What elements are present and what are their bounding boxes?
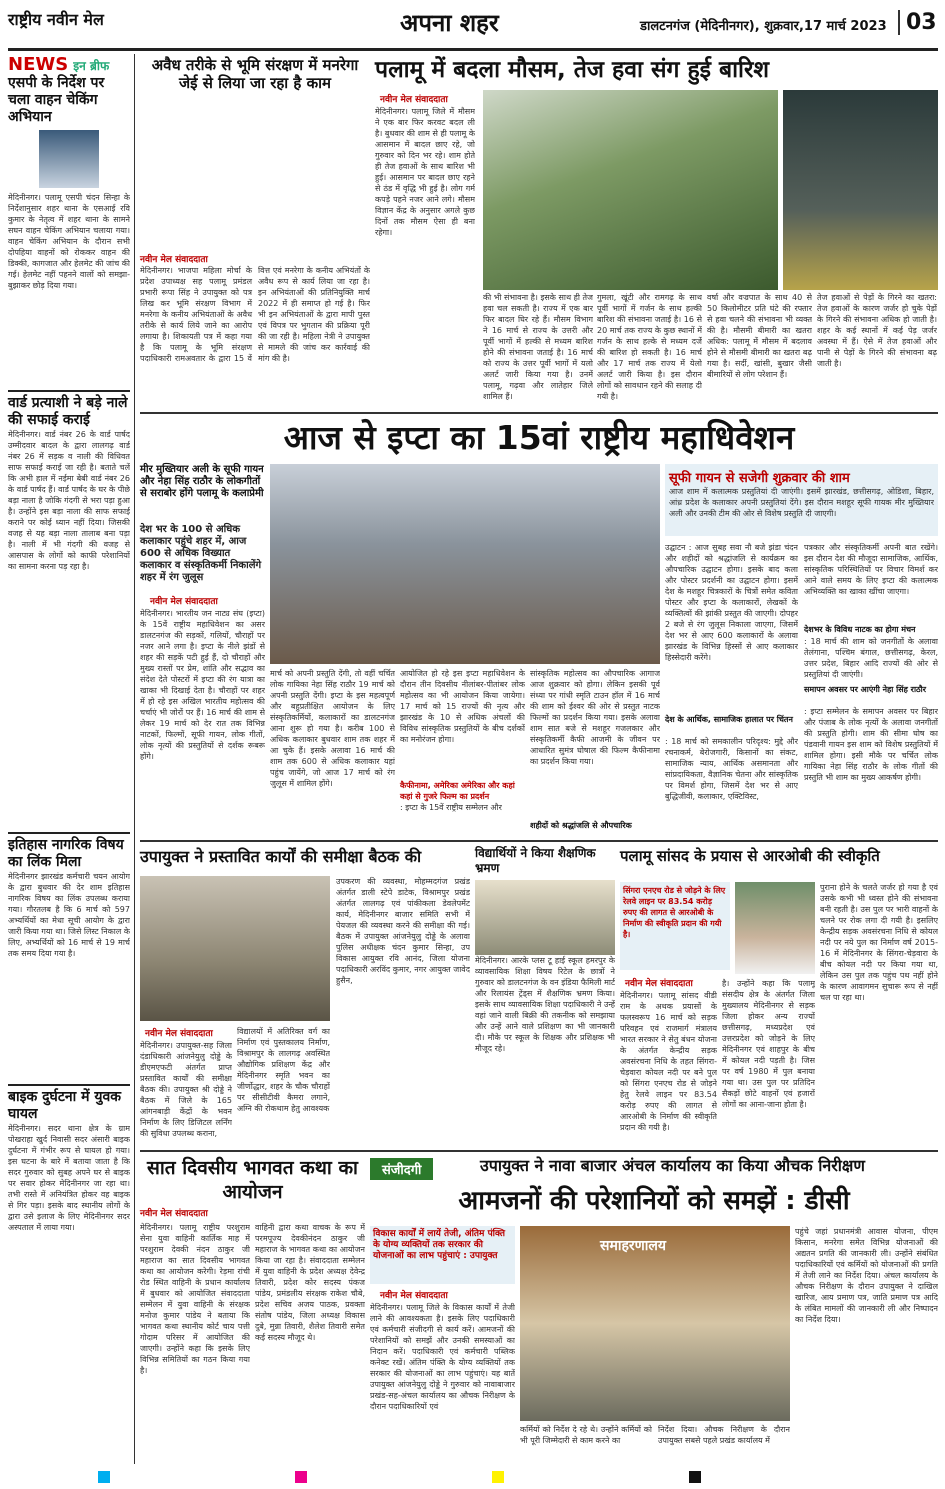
masthead-title: राष्ट्रीय नवीन मेल [8, 10, 104, 29]
wall-sign: समाहरणालय [600, 1238, 666, 1254]
section-rule [140, 412, 938, 414]
story-body: मेदिनीनगर। पलामू राष्ट्रीय परशुराम सेना युवा वाहिनी कार्तिक माह में परशुराम देवकी नंदन ठाकुर जी महाराज का सात दिवसीय भागवत कथा का आयोजन करेगी। रेड़मा रांची रोड स्थित वाहिनी के प्रधान कार्यालय में बुधवार को आयोजित संवाददाता सम्मेलन में युवा वाहिनी के संरक्षक मनोज कुमार पांडेय ने बताया कि भागवत कथा स्थानीय कोर्ट चाय पत्ती गोदाम परिसर में आयोजित की जाएगी। उन्होंने कहा कि इसके लिए विभिन्न समितियों का गठन किया गया है। [140, 1223, 250, 1375]
divider [8, 832, 130, 834]
story-subhead: देश के आर्थिक, सामाजिक हालात पर चिंतन [665, 715, 793, 724]
story-byline: नवीन मेल संवाददाता [150, 597, 218, 607]
section-title: अपना शहर [400, 9, 499, 37]
news-label: NEWS [8, 54, 69, 75]
story-body: की भी संभावना है। इसके साथ ही तेज हवा चल सकती है। राज्य में एक बार फिर बादल घिर रहे हैं। मौसम विभाग ने 16 मार्च से राज्य के उत्तरी और पूर्वी भागों में हल्की से मध्यम बारिश होने की संभावना जताई है। 16 मार्च को राज्य के उत्तर पूर्वी भागों में यलो अलर्ट जारी किया गया है। उनमें पलामू, गढ़वा और लातेहार जिले शामिल हैं। [483, 293, 593, 401]
dc-meeting-story [140, 846, 470, 1146]
story-body: : 18 मार्च की शाम को जनगीतों के अलावा तेलंगाना, पश्चिम बंगाल, छत्तीसगढ़, केरल, उत्तर प्रदेश, बिहार आदि राज्यों की ओर से प्रस्तुतियां दी जाएंगी। [804, 637, 938, 679]
divider [8, 390, 130, 392]
story-tag: संजीदगी [370, 1158, 433, 1180]
ipta-story [140, 416, 938, 836]
dc-visit-story [370, 1156, 938, 1461]
header-rule [8, 48, 938, 51]
story-headline: पलामू में बदला मौसम, तेज हवा संग हुई बारिश [375, 57, 770, 83]
brief-headline: बाइक दुर्घटना में युवक घायल [8, 1089, 122, 1122]
story-body: पुराना होने के चलते जर्जर हो गया है एवं उसके कभी भी ध्वस्त होने की संभावना बनी रहती है। उस पुल पर भारी वाहनों के चलने पर रोक लगा दी गयी है। इसलिए केन्द्रीय सड़क अवसंरचना निधि से कोयल नदी पर नये पुल का निर्माण वर्ष 2015-16 में मेदिनीनगर के सिंगरा-चेड़वारा के बीच कोयल नदी पर किया गया था, लेकिन उस पुल तक पहुंच पथ नहीं होने के कारण आवागमन सुचारू रूप से नहीं चल पा रहा था। [820, 883, 938, 1002]
story-subhead: समापन अवसर पर आएंगी नेहा सिंह राठौर [804, 685, 927, 694]
rob-story [620, 846, 938, 1146]
story-body: वाहिनी द्वारा कथा वाचक के रूप में परमपूज्य देवकीनंदन ठाकुर जी महाराज के भागवत कथा का आयोजन किया जा रहा है। संवाददाता सम्मेलन में युवा वाहिनी के प्रदेश अध्यक्ष देवेन्द्र तिवारी, प्रदेश कोर सदस्य पंकज पांडेय, प्रमंडलीय संरक्षक राकेश चौबे, प्रदेश सचिव अजय पाठक, प्रवक्ता संतोष पांडेय, जिला अध्यक्ष विकास दुबे, मुन्ना तिवारी, शैलेश तिवारी समेत कई सदस्य मौजूद थे। [255, 1223, 365, 1342]
story-byline: नवीन मेल संवाददाता [380, 95, 448, 105]
story-headline: उपायुक्त ने प्रस्तावित कार्यों की समीक्षा बैठक की [140, 847, 422, 866]
story-headline: अवैध तरीके से भूमि संरक्षण में मनरेगा जेई से लिया जा रहा है काम [151, 56, 359, 92]
story-body: है। उन्होंने कहा कि पलामू संसदीय क्षेत्र के अंतर्गत जिला मुख्यालय मेदिनीनगर से सड़क जिला होकर अन्य राज्यों छत्तीसगढ़, मध्यप्रदेश एवं उत्तरप्रदेश को जोड़ने के लिए मेदिनीनगर एवं शाहपुर के बीच में कोयल नदी पड़ती है। जिस पर वर्ष 1980 में पुल बनाया गया था। उस पुल पर प्रतिदिन सैकड़ों छोटे वाहनों एवं हजारों लोगों का आना-जाना होता है। [722, 979, 815, 1109]
story-body: विद्यालयों में अतिरिक्त वर्ग का निर्माण एवं पुस्तकालय निर्माण, विश्रामपुर के लालगढ़ अवस्थित औद्योगिक प्रशिक्षण केंद्र और मेदिनीनगर स्मृति भवन का जीर्णोद्धार, शहर के चौक चौराहों पर सीसीटीवी कैमरा लगाने, अग्नि की रोकथाम हेतु आवश्यक [237, 1027, 330, 1113]
rain-photo [483, 90, 778, 290]
cyan-swatch [98, 1471, 110, 1483]
section-rule [140, 840, 938, 842]
story-headline: पलामू सांसद के प्रयास से आरओबी की स्वीकृति [620, 847, 880, 865]
story-quote: आमजनों की परेशानियों को समझें : डीसी [458, 1186, 850, 1216]
brief-headline: एसपी के निर्देश पर चला वाहन चेकिंग अभियान [8, 75, 105, 125]
yellow-swatch [492, 1471, 504, 1483]
sufi-box [665, 464, 938, 536]
story-body: मेदिनीनगर। भारतीय जन नाट्य संघ (इप्टा) के 15वें राष्ट्रीय महाधिवेशन का असर डालटनगंज की सड़कों, गलियों, चौराहों पर नजर आने लगा है। इप्टा के नीले झंडों से शहर की सड़कें पटी हुई हैं, दो चौराहों और मुख्य रास्तों पर प्रेम, शांति और सद्भाव का संदेश देते पोस्टरों में इप्टा की रंग यात्रा का खाका भी दिखाई देता है। चौराहों पर शहर में हो रहे इस अखिल भारतीय महोत्सव की चर्चाएं भी जोरों पर हैं। 16 मार्च की शाम से लेकर 19 मार्च को देर रात तक विभिन्न नाटकों, फिल्मों, सूफी गायन, लोक गीतों, लोक नृत्यों की प्रस्तुतियों से दर्शक रूबरू होंगे। [140, 609, 265, 761]
section-rule [140, 1150, 938, 1152]
brief-label: इन ब्रीफ [73, 59, 110, 73]
story-body: मेदिनीनगर। उपायुक्त-सह जिला दंडाधिकारी आंजनेयुलु दोड्डे के डीएमएफटी अंतर्गत प्राप्त प्रस्तावित कार्यों की समीक्षा बैठक की। उपायुक्त श्री दोड्डे ने बैठक में जिले के 165 आंगनबाड़ी केंद्रों के भवन निर्माण के लिए डिजिटल लर्निंग की सुविधा उपलब्ध कराना, [140, 1041, 232, 1138]
brief-body: मेदिनीनगर। पलामू एसपी चंदन सिन्हा के निर्देशानुसार शहर थाना के एसआई रवि कुमार के नेतृत्व में शहर थाना के सामने सघन वाहन चेकिंग अभियान चलाया गया। वाहन चेकिंग अभियान के दौरान सभी दोपहिया वाहनों को रोककर वाहन की डिक्की, कागजात और हेलमेट की जांच की गई। हेलमेट नहीं पहनने वालों को समझा-बुझाकर छोड़ दिया गया। [8, 193, 130, 290]
story-body: निर्देश दिया। औचक निरीक्षण के दौरान उपायुक्त सबसे पहले प्रखंड कार्यालय में [658, 1425, 790, 1445]
story-headline: सात दिवसीय भागवत कथा का आयोजन [147, 1157, 358, 1203]
story-body: : 18 मार्च को समकालीन परिदृश्य: मुद्दे और रचनाकर्म, बेरोजगारी, किसानों का संकट, सामाजिक न्याय, आर्थिक असमानता और सांप्रदायिकता, वैज्ञानिक चेतना और सांस्कृतिक पर विमर्श होगा, जिसमें देश भर से आए बुद्धिजीवी, कलाकार, एक्टिविस्ट, [665, 737, 798, 801]
box-headline: सूफी गायन से सजेगी शुक्रवार की शाम [669, 471, 850, 486]
brief-body: मेदिनीनगर। वार्ड नंबर 26 के वार्ड पार्षद उम्मीदवार बादल के द्वारा लालगढ़ वार्ड नंबर 26 में सड़क व नाली की विधिवत साफ सफाई कराई जा रही है। बताते चलें कि अभी हाल में नईमा बेबी वार्ड नंबर 26 के वार्ड पार्षद हैं। वार्ड पार्षद के घर के पीछे बड़ा नाला है जोकि गंदगी से भरा पड़ा हुआ है। उन्होंने इस बड़ा नाला की साफ सफाई कराने पर कोई ध्यान नहीं दिया। जिसकी वजह से यह बड़ा नाला तालाब बना पड़ा है। नाली में भी गंदगी की वजह से आसपास के लोगों को काफी परेशानियों का सामना करना पड़ रहा है। [8, 430, 130, 571]
story-body: मेदिनीनगर। भाजपा महिला मोर्चा के प्रदेश उपाध्यक्ष सह पलामू प्रमंडल प्रभारी रूपा सिंह ने उपायुक्त को पत्र लिख कर भूमि संरक्षण विभाग में मनरेगा के कनीय अभियंताओं के अवैध तरीके से कार्य लिये जाने का आरोप लगाया है। शिकायती पत्र में कहा गया है कि पलामू के भूमि संरक्षण पदाधिकारी रामअवतार के द्वारा 15 वें वित्त एवं मनरेगा के कनीय अभियंतों के अवैध रूप से कार्य लिया जा रहा है। इन अभियंताओं की प्रतिनियुक्ति मार्च 2022 में ही समाप्त हो गई है। फिर भी इन अभियंताओं के द्वारा मापी पुस्त एवं विपत्र पर भुगतान की प्रक्रिया पूरी की जा रही है। महिला नेत्री ने उपायुक्त से मामले की जांच कर कार्रवाई की मांग की है। [140, 266, 370, 363]
weather-story [375, 56, 938, 406]
story-subhead: कैफीनामा, अमेरिका अमेरिका और कहां कहां से गुजरे फिल्म का प्रदर्शन [400, 781, 515, 801]
land-story [140, 56, 370, 465]
story-subhead: देश भर के 100 से अधिक कलाकार पहुंचे शहर में, आज 600 से अधिक विख्यात कलाकार व संस्कृतिकर्मी निकालेंगे शहर में रंग जुलूस [140, 524, 262, 583]
story-body: मेदिनीनगर। पलामू सांसद वीडी राम के अथक प्रयासों के फलस्वरूप 16 मार्च को सड़क परिवहन एवं राजमार्ग मंत्रालय भारत सरकार ने सेतु बंधन योजना के अंतर्गत केन्द्रीय सड़क अवसंरचना निधि के तहत सिंगरा-चेड़वारा कोयल नदी पर बने पुल को सिंगरा एनएच रोड से जोड़ने हेतु रेलवे लाइन पर 83.54 करोड़ रुपए की लागत से आरओबी के निर्माण की स्वीकृति प्रदान की गयी है। [620, 991, 717, 1132]
rob-callout: सिंगरा एनएच रोड से जोड़ने के लिए रेलवे लाइन पर 83.54 करोड़ रुपए की लागत से आरओबी के निर्माण की स्वीकृति प्रदान की गयी है। [620, 882, 730, 970]
students-photo [475, 880, 615, 955]
dc-callout: विकास कार्यों में लायें तेजी, अंतिम पंक्ति के योग्य व्यक्तियों तक सरकार की योजनाओं का लाभ पहुंचाएं : उपायुक्त [370, 1226, 515, 1284]
divider [8, 1084, 130, 1086]
inspection-photo [520, 1226, 790, 1421]
story-body: मेदिनीनगर। पलामू जिले में मौसम ने एक बार फिर करवट बदल ली है। बुधवार की शाम से ही पलामू के आसमान में बादल छाए रहे, जो गुरुवार को दिन भर रहे। शाम होते ही तेज हवाओं के साथ बारिश भी हुई। आसमान पर बादल छाए रहने से ठंड में वृद्धि भी हुई है। लोग गर्म कपड़े पहने नजर आने लगे। मौसम विज्ञान केंद्र के अनुसार अगले कुछ दिनों तक मौसम ऐसा ही बना रहेगा। [375, 107, 475, 237]
story-body: उपकरण की व्यवस्था, मोहम्मदगंज प्रखंड अंतर्गत डाली स्टेपे डाटेक, विश्रामपुर प्रखंड अंतर्गत लालगढ़ एवं पांकीकला डेवलेपमेंट कार्य, मेदिनीनगर बाजार समिति सभी में पेयजल की व्यवस्था करने की समीक्षा की गई। बैठक में उपायुक्त आंजनेयुलु दोड्डे के अलावा पुलिस अधीक्षक चंदन कुमार सिन्हा, उप विकास आयुक्त रवि आनंद, जिला योजना पदाधिकारी अरविंद कुमार, नगर आयुक्त जावेद हुसैन, [336, 877, 470, 985]
story-byline: नवीन मेल संवाददाता [625, 979, 693, 989]
meeting-photo [140, 876, 330, 1021]
story-byline: नवीन मेल संवाददाता [145, 1029, 213, 1039]
black-swatch [689, 1471, 701, 1483]
story-headline: आज से इप्टा का 15वां राष्ट्रीय महाधिवेशन [283, 418, 795, 457]
story-photo [140, 98, 370, 248]
story-body: पहुंचे जहां प्रधानमंत्री आवास योजना, पीएम किसान, मनरेगा समेत विभिन्न योजनाओं की अद्यतन प्रगति की जानकारी ली। उन्होंने संबंधित पदाधिकारियों एवं कर्मियों को योजनाओं की प्रगति में तेजी लाने का निर्देश दिया। अंचल कार्यालय के औचक निरीक्षण के दौरान उपायुक्त ने दाखिल खारिज, आय प्रमाण पत्र, जाति प्रमाण पत्र आदि के लंबित मामलों की जानकारी ली और निष्पादन का निर्देश दिया। [795, 1227, 938, 1324]
story-body: उद्घाटन : आज सुबह सवा नौ बजे झंडा चंदन और शहीदों को श्रद्धांजलि से कार्यक्रम का औपचारिक उद्घाटन होगा। इसके बाद कला और पोस्टर प्रदर्शनी का उद्घाटन होगा। इसमें देश के मशहूर चित्रकारों के चित्रों समेत कविता पोस्टर और इप्टा के कलाकारों, लेखकों के व्यक्तित्वों की झांकी प्रस्तुत की जाएगी। दोपहर 2 बजे से रंग जुलूस निकाला जाएगा, जिसमें देश भर से आए 600 कलाकारों के अलावा झारखंड के विभिन्न हिस्सों से आए कलाकार हिस्सेदारी करेंगे। [665, 543, 798, 662]
story-body: : इप्टा के 15वें राष्ट्रीय सम्मेलन और [400, 803, 502, 812]
story-body: गुमला, खूंटी और रामगढ़ के साथ पूर्वी भागों में गर्जन के साथ हल्की बारिश की संभावना जताई है। 16 से 20 मार्च तक राज्य के कुछ स्थानों में गर्जन के साथ हल्के से मध्यम दर्जे की बारिश हो सकती है। 16 मार्च और 17 मार्च तक राज्य में येलो अलर्ट जारी किया है। इस दौरान लोगों को सावधान रहने की सलाह दी गयी है। [597, 293, 702, 401]
magenta-swatch [295, 1471, 307, 1483]
story-body: मार्च को अपनी प्रस्तुति देंगी, तो वहीं चर्चित लोक गायिका नेहा सिंह राठौर 19 मार्च को अपनी प्रस्तुति देंगी। इप्टा के इस महत्वपूर्ण और बहुप्रतीक्षित आयोजन के लिए संस्कृतिकर्मियों, कलाकारों का डालटनगंज आना शुरू हो गया है। करीब 100 से अधिक कलाकार बुधवार शाम तक शहर में आ चुके हैं। इसके अलावा 16 मार्च की शाम तक 600 से अधिक कलाकार यहां पहुंच जायेंगे, जो आज 17 मार्च को रंग जुलूस में शामिल होंगे। [270, 669, 395, 788]
brief-body: मेदिनीनगर। सदर थाना क्षेत्र के ग्राम पोखराहा खुर्द निवासी सदर अंसारी बाइक दुर्घटना में गंभीर रूप से घायल हो गया। इस घटना के बारे में बताया जाता है कि सदर गुरुवार को सुबह अपने घर से बाइक पर सवार होकर मेदिनीनगर जा रहा था। तभी रास्ते में अनियंत्रित होकर वह बाइक से गिर पड़ा। इसके बाद स्थानीय लोगों के द्वारा उसे इलाज के लिए मेदिनीनगर सदर अस्पताल में लाया गया। [8, 1124, 130, 1232]
story-body: सांस्कृतिक महोत्सव का औपचारिक आगाज आज शुक्रवार को होगा। लेकिन इसकी पूर्व संध्या पर गांधी स्मृति टाउन हॉल में 16 मार्च की शाम को ईश्वर की ओर से प्रस्तुत नाटक फिल्मों का प्रदर्शन किया गया। इसके अलावा शाम सात बजे से मशहूर गजलकार और संस्कृतिकर्मी कैफी आजमी के जीवन पर आधारित सुमंत्र घोषाल की फिल्म कैफीनामा का प्रदर्शन किया गया। [530, 669, 660, 766]
story-subhead: मीर मुख्तियार अली के सूफी गायन और नेहा सिंह राठौर के लोकगीतों से सराबोर होंगे पलामू के कलाप्रेमी [140, 464, 264, 499]
news-in-brief-column [8, 54, 130, 1464]
press-conference-photo [270, 464, 660, 664]
brief-headline: इतिहास नागरिक विषय का लिंक मिला [8, 837, 124, 870]
students-story [475, 846, 615, 1146]
story-body: मेदिनीनगर। पलामू जिले के विकास कार्यों में तेजी लाने की आवश्यकता है। इसके लिए पदाधिकारी एवं कर्मचारी संजीदगी से कार्य करें। आमजनों की परेशानियों को समझें और उनकी समस्याओं का निदान करें। पदाधिकारी एवं कर्मचारी पब्लिक कनेक्ट रखें। अंतिम पंक्ति के योग्य व्यक्तियों तक सरकार की योजनाओं का लाभ पहुंचाएं। यह बातें उपायुक्त आंजनेयुलु दोड्डे ने गुरुवार को नावाबाजार प्रखंड-सह-अंचल कार्यालय का औचक निरीक्षण के दौरान पदाधिकारियों एवं [370, 1303, 515, 1411]
box-body: आज शाम में कलात्मक प्रस्तुतियां दी जाएंगी। इसमें झारखंड, छत्तीसगढ़, ओडिशा, बिहार, आंध्र प्रदेश के कलाकार अपनी प्रस्तुतियां देंगे। इस दौरान मशहूर सूफी गायक मीर मुख्तियार अली और उनकी टीम की ओर से विशेष प्रस्तुति दी जाएगी। [669, 487, 934, 518]
story-subhead: देशभर के विविध नाटक का होगा मंचन [804, 625, 916, 634]
page-number: 03 [898, 10, 937, 35]
story-headline: उपायुक्त ने नावा बाजार अंचल कार्यालय का किया औचक निरीक्षण [480, 1156, 865, 1175]
story-body: मेदिनीनगर। आरके प्लस टू हाई स्कूल हमरपुर के व्यावसायिक शिक्षा विषय रिटेल के छात्रों ने गुरुवार को डालटनगंज के वन इंडिया फैमिली मार्ट और रिलायंस ट्रेंड्स में शैक्षणिक भ्रमण किया। इसके साथ व्यावसायिक शिक्षा पदाधिकारी ने उन्हें वहां जाने वाली बिक्री की तकनीक को समझाया और उन्हें आने वाले प्रशिक्षण का भी जानकारी दी। मौके पर स्कूल के शिक्षक और प्रशिक्षक भी मौजूद रहे। [475, 956, 615, 1053]
story-body: : इप्टा सम्मेलन के समापन अवसर पर बिहार और पंजाब के लोक नृत्यों के अलावा जनगीतों की प्रस्तुति होगी। शाम की सीमा घोष का पंडवानी गायन इस शाम को विशेष प्रस्तुतियों में शामिल होगा। इसी मौके पर चर्चित लोक गायिका नेहा सिंह राठौर के लोक गीतों की प्रस्तुति भी शाम का मुख्य आकर्षण होगी। [804, 707, 938, 782]
story-byline: नवीन मेल संवाददाता [140, 255, 208, 265]
brief-body: मेदिनीनगर झारखंड कर्मचारी चयन आयोग के द्वारा बुधवार की देर शाम इतिहास नागरिक विषय का लिंक उपलब्ध कराया गया। गौरतलब है कि 6 मार्च को 597 अभ्यर्थियों का मेधा सूची आयोग के द्वारा जारी किया गया था। जिसे लिस्ट निकाल के लिए, अभ्यर्थियों को 16 मार्च से 19 मार्च तक समय दिया गया है। [8, 872, 130, 958]
story-body: वर्षा और वज्रपात के साथ 40 से 50 किलोमीटर प्रति घंटे की रफ्तार से हवा चलने की संभावना भी व्यक्त की है। मौसमी बीमारी का खतरा अधिक: पलामू में मौसम में बदलाव होने से मौसमी बीमारी का खतरा बढ़ गया है। सर्दी, खांसी, बुखार जैसी बीमारियों से लोग परेशान हैं। [707, 293, 812, 379]
story-body: तेज हवाओं से पेड़ों के गिरने का खतरा: तेज हवाओं के कारण जर्जर हो चुके पेड़ों के गिरने की संभावना अधिक हो जाती है। शहर के कई स्थानों में कई पेड़ जर्जर अवस्था में हैं। ऐसे में तेज हवाओं और पानी से पेड़ों के गिरने की संभावना बढ़ जाती है। [817, 293, 937, 368]
dateline: डालटनगंज (मेदिनीनगर), शुक्रवार,17 मार्च 2023 [640, 19, 887, 34]
print-registration-bar [8, 1468, 938, 1482]
story-byline: नवीन मेल संवाददाता [140, 1209, 208, 1219]
brief-headline: वार्ड प्रत्याशी ने बड़े नाले की सफाई कराई [8, 395, 128, 428]
bhagwat-story [140, 1156, 365, 1461]
officer-photo [39, 130, 99, 188]
story-body: कर्मियों को निर्देश दे रहे थे। उन्होंने कर्मियों को भी पूरी जिम्मेदारी से काम करने का [520, 1425, 652, 1445]
column-rule [134, 54, 135, 1464]
road-photo [783, 90, 938, 290]
story-body: पत्रकार और संस्कृतिकर्मी अपनी बात रखेंगे। इस दौरान देश की मौजूदा सामाजिक, आर्थिक, सांस्कृतिक परिस्थितियों पर विचार विमर्श कर आने वाले समय के लिए इप्टा की कलात्मक अभिव्यक्ति का खाका खींचा जाएगा। [804, 543, 938, 596]
story-headline: विद्यार्थियों ने किया शैक्षणिक भ्रमण [475, 846, 596, 875]
story-subhead: शहीदों को श्रद्धांजलि से औपचारिक [530, 821, 632, 830]
story-body: आयोजित हो रहे इस इप्टा महाधिवेशन के दौरान तीन दिवसीय नीलांबर-पीतांबर लोक महोत्सव का भी आयोजन किया जायेगा। 17 मार्च को 15 राज्यों की नृत्य और झारखंड के 10 से अधिक अंचलों की विविध सांस्कृतिक प्रस्तुतियों के बीच दर्शकों का मनोरंजन होगा। [400, 669, 525, 744]
story-byline: नवीन मेल संवाददाता [380, 1291, 448, 1301]
mp-photo [735, 882, 815, 974]
page-header [0, 0, 945, 52]
